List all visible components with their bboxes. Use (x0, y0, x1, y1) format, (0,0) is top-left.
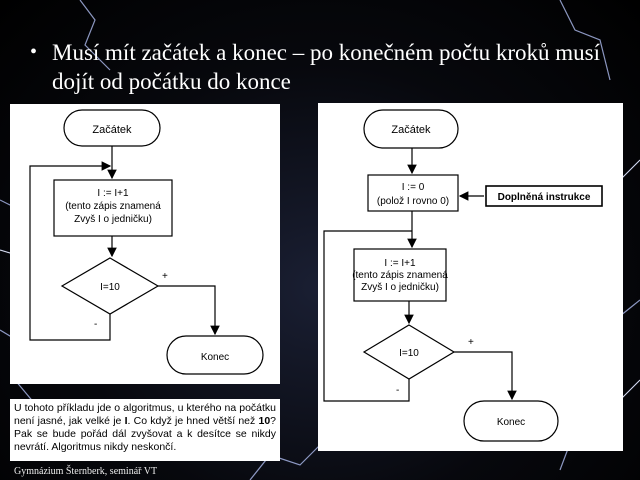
left-flowchart-panel (10, 104, 280, 384)
right-process-line-3: Zvyš I o jedničku) (361, 282, 439, 293)
bullet-text: Musí mít začátek a konec – po konečném počtu kroků musí dojít od počátku do konce (52, 40, 601, 94)
left-flowchart (10, 104, 280, 384)
right-end-label: Konec (496, 417, 526, 428)
right-flowchart (318, 103, 623, 451)
left-end-label: Konec (200, 352, 230, 363)
right-decision-label: I=10 (399, 348, 419, 359)
bullet-dot-icon: • (30, 41, 38, 63)
caption-part-2: . Co když je hned větší než (127, 415, 259, 427)
right-flowchart-panel (318, 103, 623, 451)
caption-part-3: ? Pak se bude pořád dál zvyšovat a k desítce se nikdy nevrátí. Algoritmus nikdy neskončí. (14, 415, 277, 453)
caption-box (10, 399, 280, 461)
left-process-line-1: I := I+1 (97, 188, 129, 199)
caption-variable: I (124, 415, 128, 427)
caption-number: 10 (258, 415, 271, 427)
right-init-line-2: (polož I rovno 0) (376, 196, 450, 207)
left-yes-label: + (162, 271, 168, 282)
left-no-label: - (94, 319, 98, 330)
right-init-line-1: I := 0 (401, 182, 425, 193)
right-start-label: Začátek (391, 124, 431, 136)
bullet-text-block (30, 38, 622, 96)
right-process-line-2: (tento zápis znamená (352, 270, 448, 281)
right-yes-label: + (468, 337, 474, 348)
left-process-line-2: (tento zápis znamená (65, 201, 161, 212)
added-instruction-label: Doplněná instrukce (497, 192, 591, 203)
left-process-line-3: Zvyš I o jedničku) (74, 214, 152, 225)
left-decision-label: I=10 (100, 282, 120, 293)
right-no-label: - (396, 385, 400, 396)
footer-text: Gymnázium Šternberk, seminář VT (14, 466, 158, 477)
right-process-line-1: I := I+1 (384, 258, 416, 269)
left-start-label: Začátek (92, 124, 132, 136)
caption-part-1: U tohoto příkladu jde o algoritmus, u kterého na počátku není jasné, jak velké je (14, 402, 276, 427)
